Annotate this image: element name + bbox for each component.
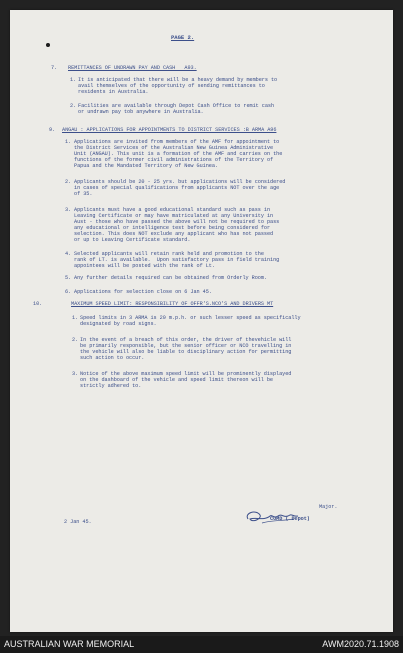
section-10-heading: MAXIMUM SPEED LIMIT: RESPONSIBILITY OF OFFR'S.NCO'S AND DRIVERS MT [71,301,274,307]
section-7-item-2-line: or undrawn pay tob anywhere in Australia. [78,109,204,115]
section-10-item-2-line: be primarily responsible, but the senior officer or NCO travelling in [80,343,292,349]
section-7-item-2-number: 2. [70,103,77,109]
document-page [10,10,393,632]
section-10-item-1-line: Speed limits in 3 ARMA is 20 m.p.h. or such lesser speed as specifically [80,315,301,321]
section-9-item-3-number: 3. [65,207,72,213]
footer-accession-number: AWM2020.71.1908 [322,639,399,649]
signature-rank: Major. [319,504,338,510]
section-9-item-5-number: 5. [65,275,72,281]
section-10-item-3-number: 3. [72,371,79,377]
section-9-item-1-line: Papua and the Mandated Territory of New Guinea. [74,163,218,169]
section-9-item-2-number: 2. [65,179,72,185]
document-date: 2 Jan 45. [64,519,92,525]
section-9-item-4-line: appointees will be posted with the rank of Lt. [74,263,215,269]
section-7-item-2-line: Facilities are available through Depot Cash Office to remit cash [78,103,275,109]
section-10-number: 10. [33,301,43,307]
section-9-item-1-line: the District Services of the Australian New Guinea Administrative [74,145,274,151]
section-10-item-3-line: Notice of the above maximum speed limit will be prominently displayed [80,371,292,377]
section-9-item-4-number: 4. [65,251,72,257]
section-9-item-2-line: in cases of special qualifications from applicants NOT over the age [74,185,280,191]
section-9-item-1-line: Unit (ANGAU). This unit is a formation of the AMF and carries on the [74,151,283,157]
section-10-item-1-line: designated by road signs. [80,321,157,327]
section-9-item-3-line: selection. This does NOT exclude any applicant who has not passed [74,231,274,237]
section-10-item-2-number: 2. [72,337,79,343]
section-9-item-3-line: or up to Leaving Certificate standard. [74,237,191,243]
section-9-item-1-line: functions of the former civil administrations of the Territory of [74,157,274,163]
punch-hole [46,43,50,47]
section-7-item-1-line: avail themselves of the opportunity of sending remittances to [78,83,265,89]
section-9-item-3-line: Aust - those who have passed the above will not be required to pass [74,219,280,225]
section-9-item-1-number: 1. [65,139,72,145]
section-7-item-1-number: 1. [70,77,77,83]
footer-institution: AUSTRALIAN WAR MEMORIAL [4,639,135,649]
section-10-item-2-line: the vehicle will also be liable to disciplinary action for permitting [80,349,292,355]
section-10-item-1-number: 1. [72,315,79,321]
signature-title: COMD ( Depot) [270,516,310,522]
section-7-number: 7. [51,65,58,71]
section-9-item-1-line: Applications are invited from members of the AMF for appointment to [74,139,280,145]
section-10-item-3-line: on the dashboard of the vehicle and speed limit thereon will be [80,377,273,383]
footer-bar [0,636,403,653]
section-9-item-6-number: 6. [65,289,72,295]
section-9-item-2-line: Applicants should be 20 - 25 yrs. but applications will be considered [74,179,286,185]
section-9-item-6-line: Applications for selection close on 6 Jan 45. [74,289,212,295]
section-9-item-4-line: Selected applicants will retain rank held and promotion to the [74,251,264,257]
section-9-item-3-line: Applicants must have a good educational standard such as pass in [74,207,271,213]
section-7-item-1-line: It is anticipated that there will be a heavy demand by members to [78,77,278,83]
section-10-item-2-line: In the event of a breach of this order, the driver of thevehicle will [80,337,292,343]
section-9-item-2-line: of 35. [74,191,93,197]
section-7-heading: REMITTANCES OF UNDRAWN PAY AND CASH A93. [68,65,197,71]
section-7-item-1-line: residents in Australia. [78,89,149,95]
section-9-number: 9. [49,127,56,133]
section-9-item-3-line: Leaving Certificate or may have matriculated at any University in [74,213,274,219]
section-10-item-2-line: such action to occur. [80,355,145,361]
section-9-item-5-line: Any further details required can be obtained from Orderly Room. [74,275,267,281]
page-title: PAGE 2. [171,34,195,41]
section-9-item-4-line: rank of LT. is available. Upon satisfactory pass in field training [74,257,280,263]
section-9-item-3-line: any educational or intelligence test before being considered for [74,225,271,231]
section-9-heading: ANGAU : APPLICATIONS FOR APPOINTMENTS TO DISTRICT SERVICES :B ARMA A96 [62,127,277,133]
section-10-item-3-line: strictly adhered to. [80,383,142,389]
